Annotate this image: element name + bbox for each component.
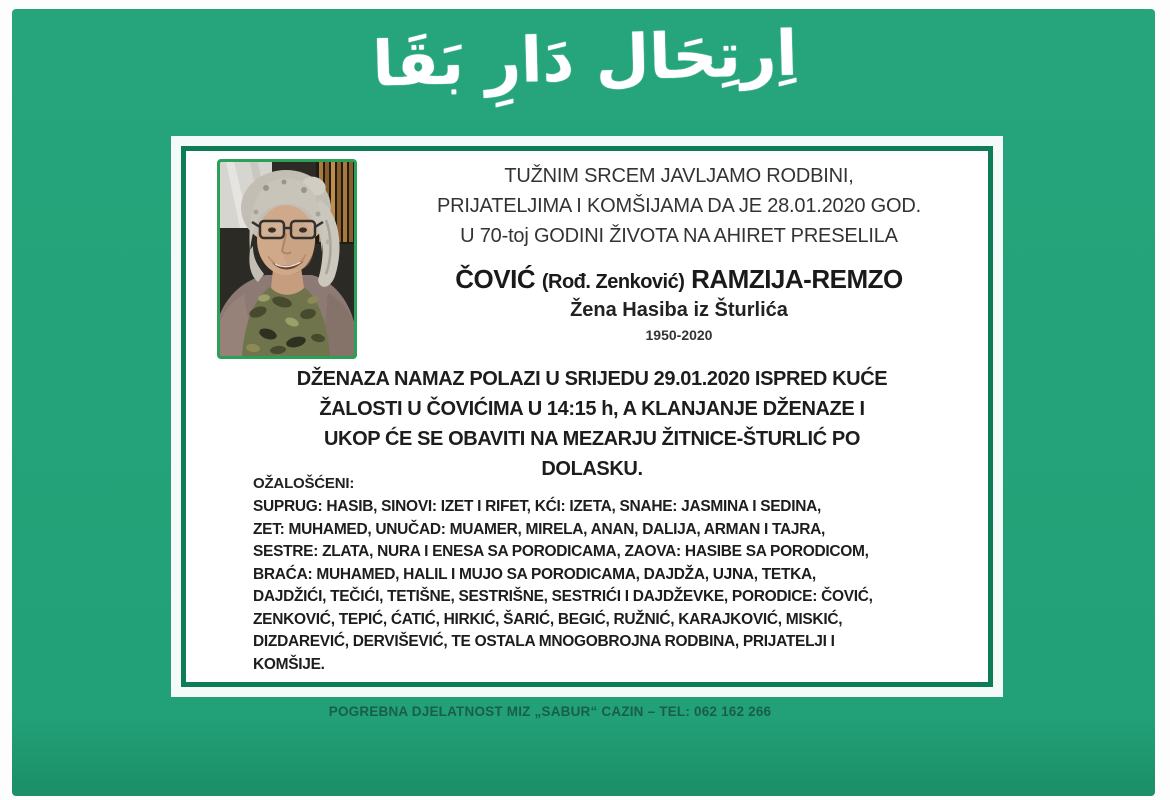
deceased-given-name: RAMZIJA-REMZO	[691, 264, 903, 294]
portrait-illustration	[220, 162, 354, 356]
text-line: ZET: MUHAMED, UNUČAD: MUAMER, MIRELA, ANAN, DALIJA, ARMAN I TAJRA,	[253, 520, 826, 538]
announcement-header	[376, 161, 982, 343]
relation-line: Žena Hasiba iz Šturlića	[570, 299, 788, 321]
text-line: ZENKOVIĆ, TEPIĆ, ĆATIĆ, HIRKIĆ, ŠARIĆ, BEGIĆ, RUŽNIĆ, KARAJKOVIĆ, MISKIĆ,	[253, 610, 843, 628]
text-line: ŽALOSTI U ČOVIĆIMA U 14:15 h, A KLANJANJE DŽENAZE I	[319, 398, 865, 420]
text-line: DIZDAREVIĆ, DERVIŠEVIĆ, TE OSTALA MNOGOBROJNA RODBINA, PRIJATELJI I	[253, 633, 835, 650]
text-line: SESTRE: ZLATA, NURA I ENESA SA PORODICAMA, ZAOVA: HASIBE SA PORODICOM,	[253, 543, 869, 560]
mourners-list	[253, 496, 948, 676]
footer-funeral-service-info: POGREBNA DJELATNOST MIZ „SABUR“ CAZIN – TEL: 062 162 266	[328, 704, 772, 719]
deceased-surname: ČOVIĆ	[455, 264, 536, 294]
mourners-label: OŽALOŠĆENI:	[253, 475, 355, 492]
announcement-text	[376, 161, 982, 251]
deceased-maiden-name: (Rođ. Zenković)	[541, 271, 685, 293]
life-years: 1950-2020	[645, 327, 713, 343]
funeral-details	[241, 364, 943, 484]
text-line: SUPRUG: HASIB, SINOVI: IZET I RIFET, KĆI: IZETA, SNAHE: JASMINA I SEDINA,	[253, 498, 821, 515]
deceased-photo	[217, 159, 357, 359]
deceased-name	[376, 264, 982, 295]
text-line: TUŽNIM SRCEM JAVLJAMO RODBINI,	[504, 165, 854, 187]
text-line: PRIJATELJIMA I KOMŠIJAMA DA JE 28.01.2020 GOD.	[437, 195, 921, 217]
announcement-panel	[181, 146, 993, 687]
text-line: BRAĆA: MUHAMED, HALIL I MUJO SA PORODICAMA, DAJDŽA, UJNA, TETKA,	[253, 565, 816, 583]
arabic-calligraphy: اِرتِحَال دَارِ بَقَا	[371, 16, 799, 101]
text-line: DAJDŽIĆI, TEČIĆI, TETIŠNE, SESTRIŠNE, SESTRIĆI I DAJDŽEVKE, PORODICE: ČOVIĆ,	[253, 588, 873, 605]
text-line: U 70-toj GODINI ŽIVOTA NA AHIRET PRESELILA	[460, 225, 898, 247]
text-line: KOMŠIJE.	[253, 655, 325, 673]
text-line: DŽENAZA NAMAZ POLAZI U SRIJEDU 29.01.2020 ISPRED KUĆE	[296, 368, 888, 390]
text-line: UKOP ĆE SE OBAVITI NA MEZARJU ŽITNICE-ŠTURLIĆ PO	[323, 428, 860, 450]
text-line: DOLASKU.	[541, 458, 643, 480]
